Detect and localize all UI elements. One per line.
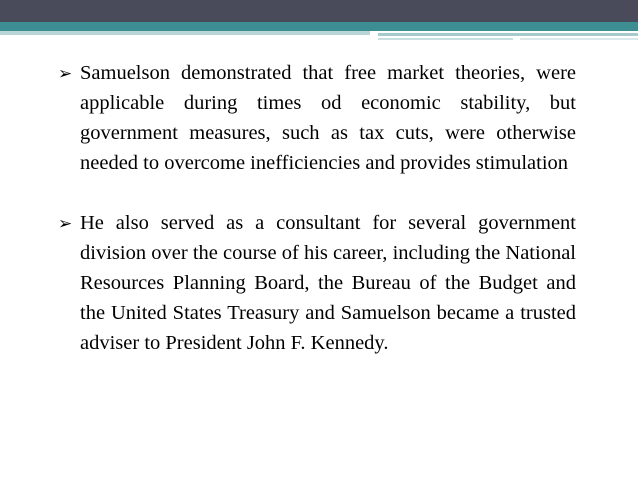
header-accent-line: [378, 33, 638, 36]
bullet-text: Samuelson demonstrated that free market theories, were applicable during times od economic stability, but government measures, such as tax cuts, were otherwise needed to overcome inefficiencies and provides stimulation: [80, 62, 576, 174]
header-accent-bar: [0, 31, 370, 35]
slide-body: [54, 58, 576, 358]
arrow-bullet-icon: ➢: [58, 214, 73, 234]
bullet-item: [54, 208, 576, 358]
bullet-item: [54, 58, 576, 178]
header-banner-dark: [0, 0, 638, 22]
header-accent-line-thin-right: [520, 38, 638, 40]
bullet-text: He also served as a consultant for several government division over the course of his career, including the National Resources Planning Board, the Bureau of the Budget and the United States Treasury and Samuelson became a trusted adviser to President John F. Kennedy.: [80, 212, 576, 354]
header-accent-line-thin: [378, 38, 513, 40]
arrow-bullet-icon: ➢: [58, 64, 73, 84]
header-banner-teal: [0, 22, 638, 31]
